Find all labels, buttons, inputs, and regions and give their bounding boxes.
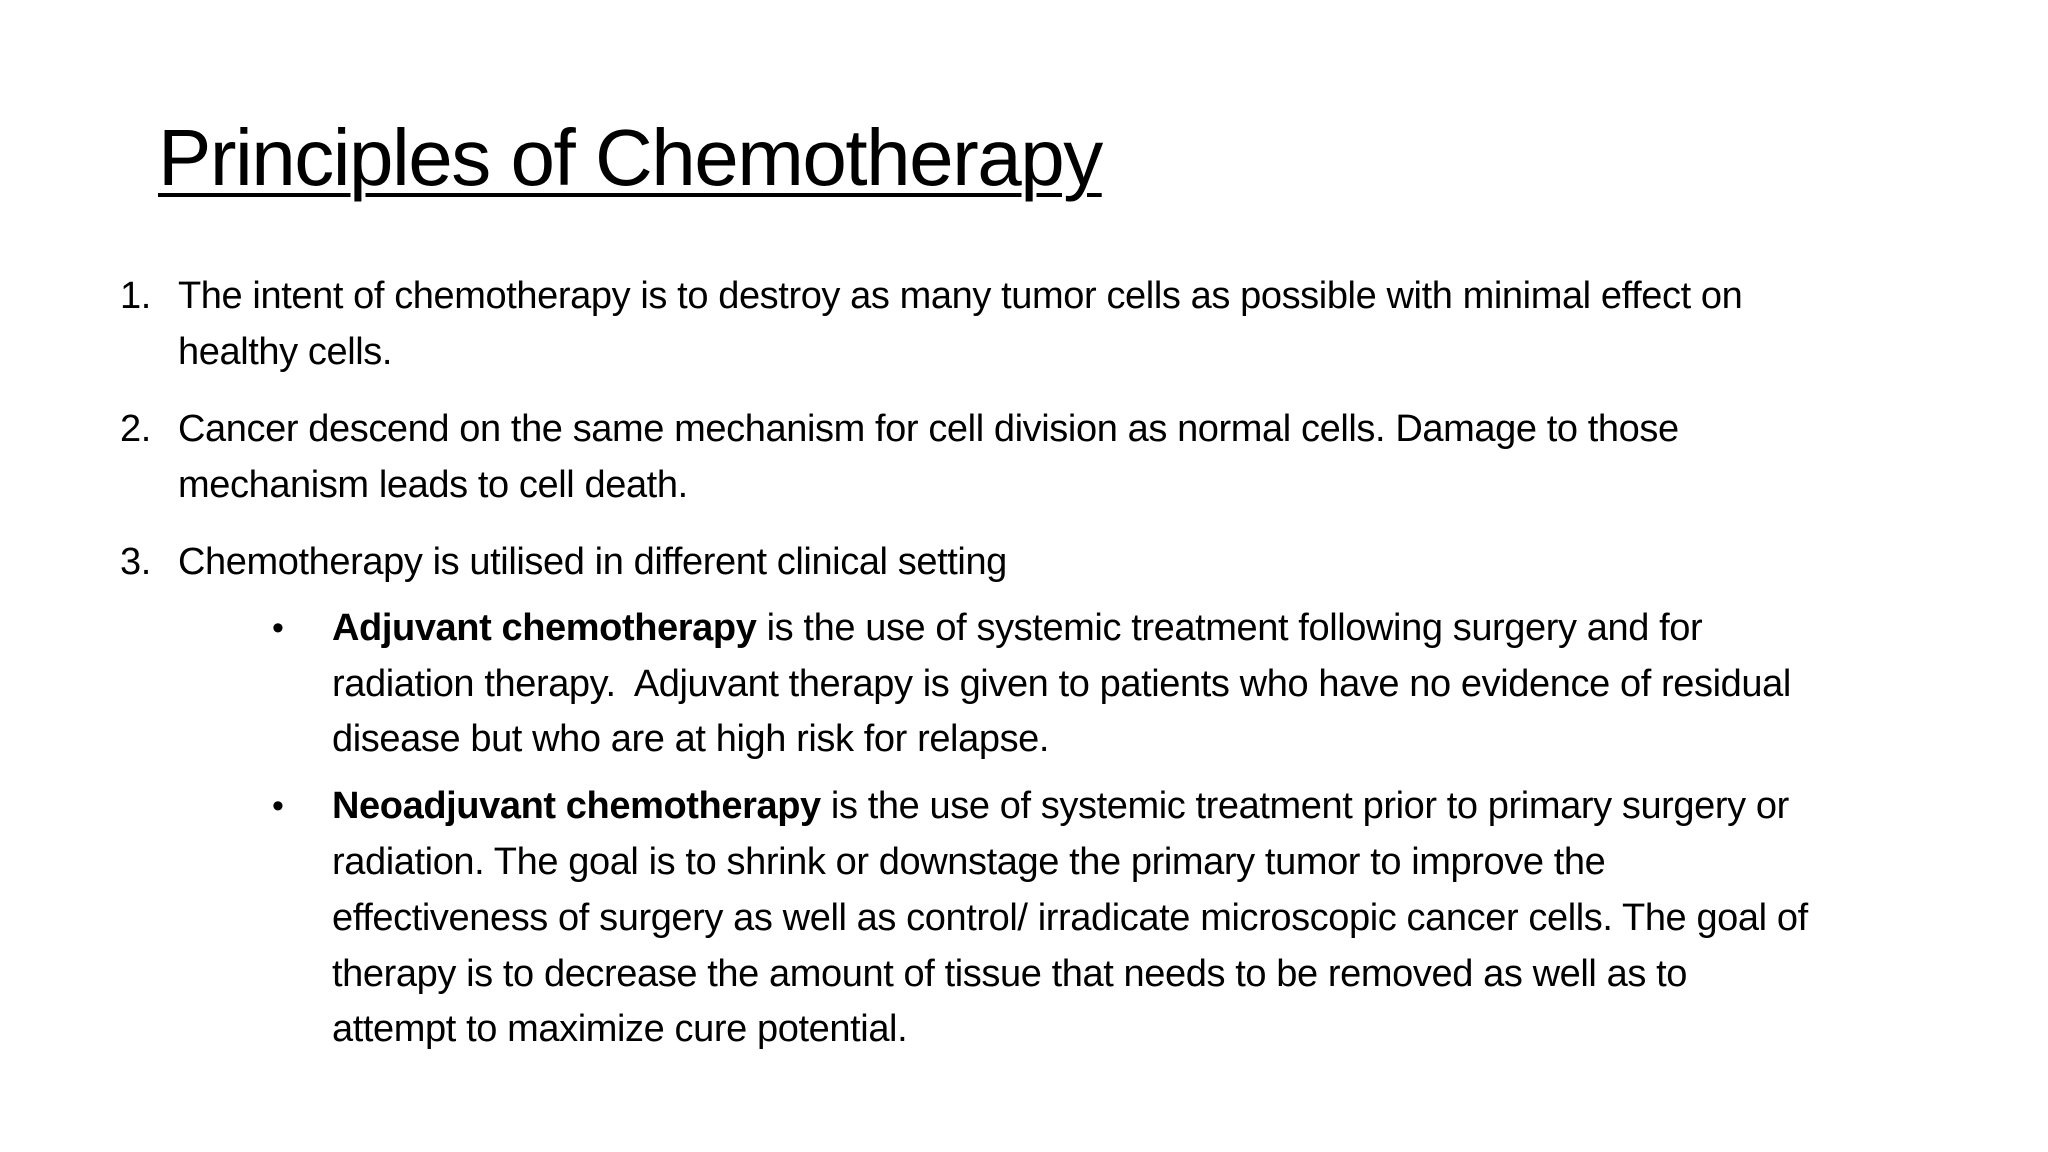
- item-text: [178, 534, 1938, 590]
- item-text: [178, 457, 1938, 513]
- item-text: [178, 401, 1938, 457]
- sub-bullet-line: is the use of systemic treatment following surgery and for: [756, 607, 1703, 649]
- item-line: The intent of chemotherapy is to destroy as many tumor cells as possible with minimal effect on: [178, 275, 1743, 317]
- bullet-icon: •: [272, 787, 284, 825]
- sub-bullet-line: is the use of systemic treatment prior to primary surgery or: [820, 785, 1789, 827]
- item-number: 1.: [120, 275, 151, 317]
- term-adjuvant: Adjuvant chemotherapy: [332, 607, 757, 649]
- item-number: 3.: [120, 541, 151, 583]
- sub-bullet-line: radiation. The goal is to shrink or downstage the primary tumor to improve the: [332, 841, 1606, 883]
- item-line: Cancer descend on the same mechanism for cell division as normal cells. Damage to those: [178, 408, 1679, 450]
- sub-bullet-text: [332, 600, 1932, 656]
- item-number: 2.: [120, 408, 151, 450]
- sub-bullet-line: attempt to maximize cure potential.: [332, 1008, 908, 1050]
- sub-bullet-line: therapy is to decrease the amount of tissue that needs to be removed as well as to: [332, 953, 1687, 995]
- term-neoadjuvant: Neoadjuvant chemotherapy: [332, 785, 821, 827]
- item-line: Chemotherapy is utilised in different clinical setting: [178, 541, 1007, 583]
- sub-bullet-line: radiation therapy. Adjuvant therapy is given to patients who have no evidence of residual: [332, 663, 1791, 705]
- sub-bullet-text: [332, 778, 1932, 834]
- item-text: [178, 268, 1938, 324]
- sub-bullet-line: effectiveness of surgery as well as control/ irradicate microscopic cancer cells. The goal of: [332, 897, 1808, 939]
- item-line: mechanism leads to cell death.: [178, 464, 688, 506]
- sub-bullet-line: disease but who are at high risk for relapse.: [332, 718, 1050, 760]
- item-line: healthy cells.: [178, 331, 393, 373]
- bullet-icon: •: [272, 609, 284, 647]
- item-text: [178, 324, 1938, 380]
- slide-title: Principles of Chemotherapy: [158, 113, 1102, 202]
